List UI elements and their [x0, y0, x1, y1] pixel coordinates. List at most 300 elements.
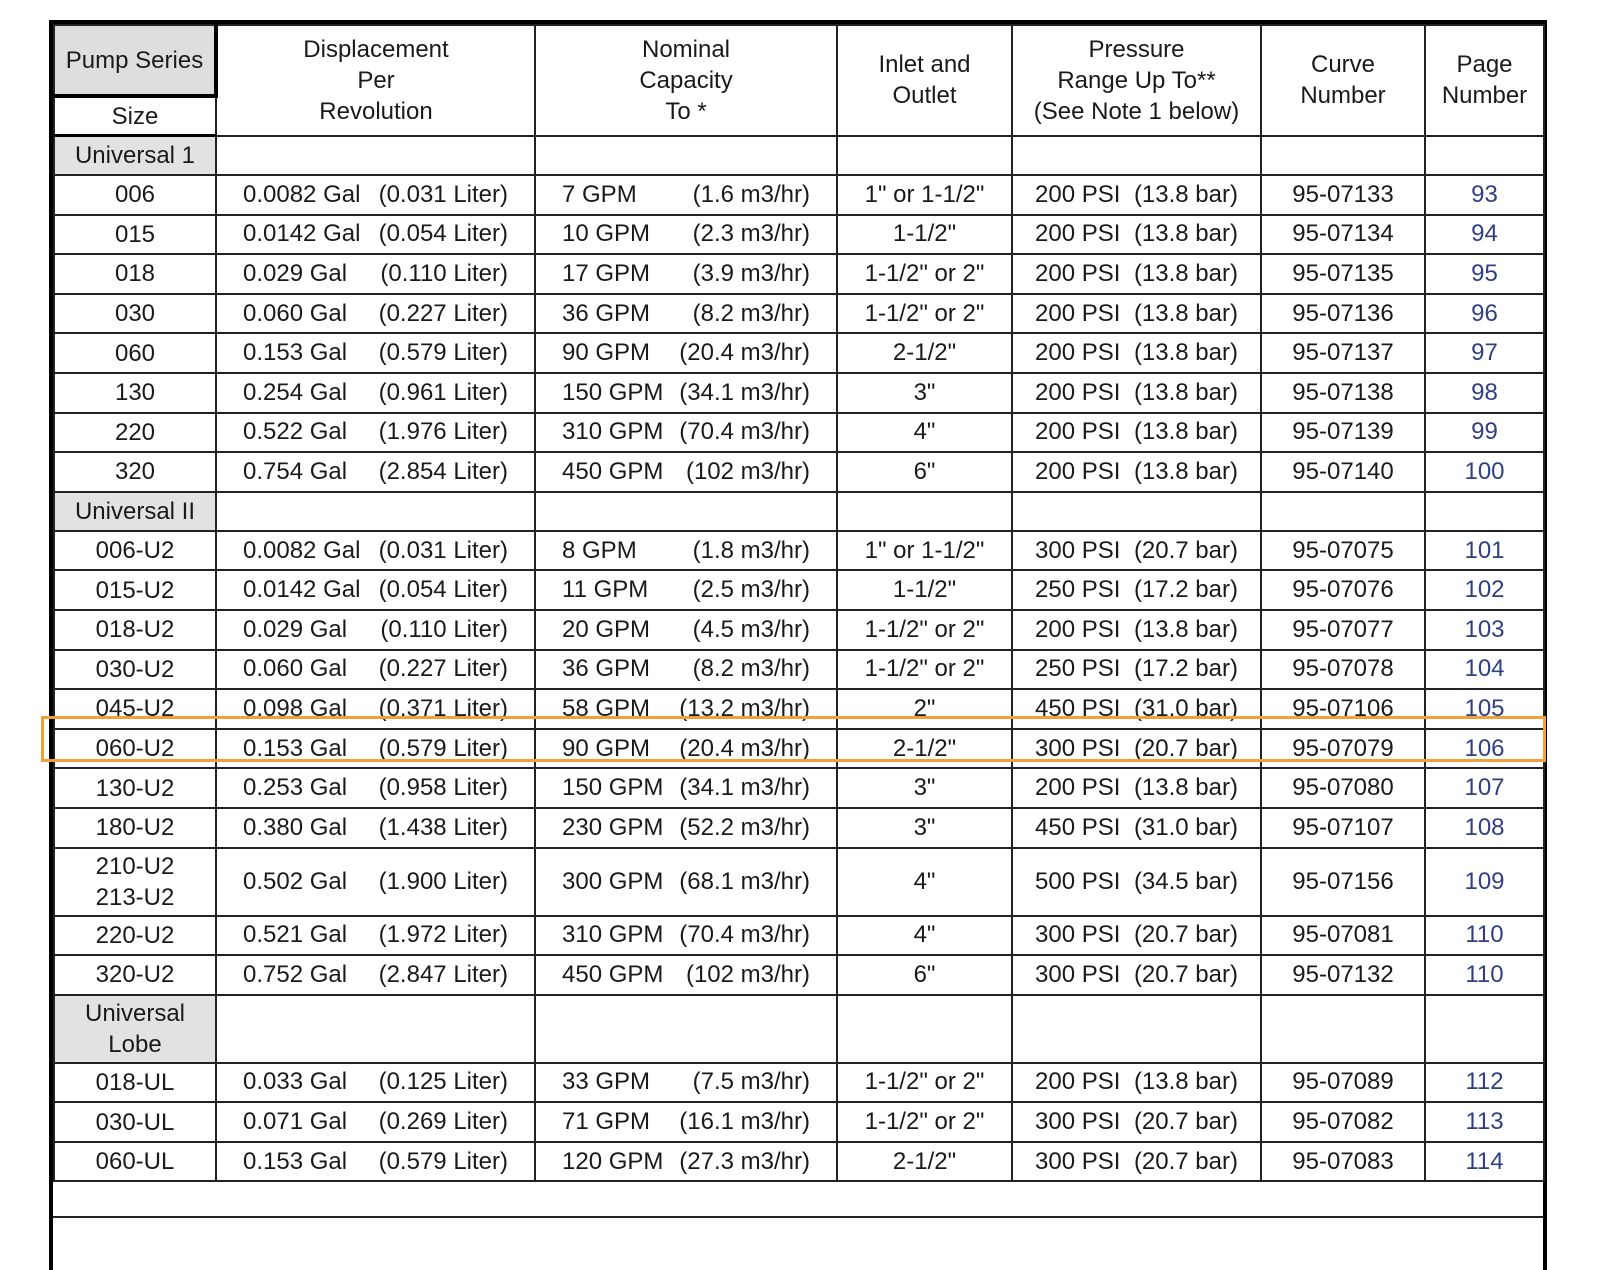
curve-number-cell: 95-07136: [1261, 294, 1425, 334]
inlet-outlet-cell: 3": [837, 768, 1012, 808]
bar-value: (13.8 bar): [1133, 259, 1238, 287]
size-cell: [54, 531, 216, 571]
size-cell: [54, 333, 216, 373]
psi-value: 500 PSI: [1035, 867, 1121, 895]
size-cell: [54, 1102, 216, 1142]
capacity-cell: [535, 1142, 837, 1182]
capacity-cell: [535, 729, 837, 769]
pressure-cell: [1012, 1063, 1261, 1103]
bar-value: (20.7 bar): [1133, 536, 1238, 564]
curve-number-cell: 95-07076: [1261, 570, 1425, 610]
inlet-outlet-cell: 1" or 1-1/2": [837, 175, 1012, 215]
psi-value: 300 PSI: [1035, 536, 1121, 564]
capacity-cell: [535, 215, 837, 255]
displacement-cell: [216, 916, 535, 956]
header-pump-series: Pump Series: [54, 25, 216, 96]
liters-value: (2.847 Liter): [378, 960, 508, 988]
bar-value: (20.7 bar): [1133, 1147, 1238, 1175]
inlet-outlet-cell: 1-1/2" or 2": [837, 650, 1012, 690]
displacement-cell: [216, 689, 535, 729]
gpm-value: 71 GPM: [562, 1108, 651, 1136]
bar-value: (13.8 bar): [1133, 180, 1238, 208]
table-row: [54, 254, 1544, 294]
size-cell: [54, 254, 216, 294]
bar-value: (34.5 bar): [1133, 867, 1238, 895]
psi-value: 200 PSI: [1035, 220, 1121, 248]
empty-cell: [1261, 492, 1425, 531]
table-row: [54, 916, 1544, 956]
pressure-cell: [1012, 452, 1261, 492]
inlet-outlet-cell: 1" or 1-1/2": [837, 531, 1012, 571]
capacity-cell: [535, 916, 837, 956]
curve-number-cell: 95-07107: [1261, 808, 1425, 848]
curve-number-cell: 95-07081: [1261, 916, 1425, 956]
psi-value: 300 PSI: [1035, 1147, 1121, 1175]
size-value: 130: [114, 379, 156, 407]
header-nominal-capacity: Nominal Capacity To *: [535, 25, 837, 136]
size-value: 210-U2: [95, 852, 175, 880]
displacement-cell: [216, 650, 535, 690]
m3-value: (70.4 m3/hr): [679, 418, 810, 446]
inlet-outlet-cell: 2-1/2": [837, 1142, 1012, 1182]
liters-value: (0.579 Liter): [378, 734, 508, 762]
size-cell: [54, 808, 216, 848]
size-value: 018-U2: [95, 616, 175, 644]
gpm-value: 450 GPM: [562, 960, 664, 988]
pressure-cell: [1012, 1142, 1261, 1182]
table-row: [54, 650, 1544, 690]
pressure-cell: [1012, 333, 1261, 373]
table-row: [54, 413, 1544, 453]
pressure-cell: [1012, 373, 1261, 413]
bar-value: (17.2 bar): [1133, 576, 1238, 604]
table-row: [54, 175, 1544, 215]
empty-cell: [837, 492, 1012, 531]
psi-value: 450 PSI: [1035, 813, 1121, 841]
gpm-value: 17 GPM: [562, 259, 651, 287]
gallons-value: 0.0142 Gal: [243, 220, 361, 248]
inlet-outlet-cell: 3": [837, 373, 1012, 413]
empty-cell: [216, 995, 535, 1063]
gpm-value: 11 GPM: [562, 576, 649, 604]
curve-number-cell: 95-07139: [1261, 413, 1425, 453]
m3-value: (68.1 m3/hr): [679, 867, 810, 895]
capacity-cell: [535, 452, 837, 492]
gpm-value: 450 GPM: [562, 457, 664, 485]
liters-value: (0.110 Liter): [380, 259, 508, 287]
psi-value: 200 PSI: [1035, 259, 1121, 287]
liters-value: (2.854 Liter): [378, 457, 508, 485]
m3-value: (3.9 m3/hr): [692, 259, 810, 287]
psi-value: 200 PSI: [1035, 299, 1121, 327]
size-cell: [54, 373, 216, 413]
inlet-outlet-cell: 2": [837, 689, 1012, 729]
gallons-value: 0.153 Gal: [243, 734, 348, 762]
table-row: [54, 808, 1544, 848]
liters-value: (0.031 Liter): [378, 536, 508, 564]
curve-number-cell: 95-07082: [1261, 1102, 1425, 1142]
series-label: Universal II: [54, 492, 216, 531]
size-cell: [54, 729, 216, 769]
psi-value: 300 PSI: [1035, 1108, 1121, 1136]
gallons-value: 0.521 Gal: [243, 921, 348, 949]
bar-value: (20.7 bar): [1133, 960, 1238, 988]
pressure-cell: [1012, 848, 1261, 916]
empty-cell: [1261, 995, 1425, 1063]
size-value: 220-U2: [95, 921, 175, 949]
gpm-value: 36 GPM: [562, 655, 651, 683]
pressure-cell: [1012, 808, 1261, 848]
gallons-value: 0.060 Gal: [243, 655, 348, 683]
page-number-link[interactable]: 99: [1425, 413, 1544, 453]
liters-value: (1.900 Liter): [378, 867, 508, 895]
liters-value: (1.438 Liter): [378, 813, 508, 841]
pressure-cell: [1012, 570, 1261, 610]
page-number-link[interactable]: 109: [1425, 848, 1544, 916]
bar-value: (13.8 bar): [1133, 457, 1238, 485]
m3-value: (20.4 m3/hr): [679, 339, 810, 367]
gpm-value: 120 GPM: [562, 1147, 664, 1175]
m3-value: (7.5 m3/hr): [692, 1068, 810, 1096]
liters-value: (1.972 Liter): [378, 921, 508, 949]
inlet-outlet-cell: 4": [837, 916, 1012, 956]
displacement-cell: [216, 294, 535, 334]
pressure-cell: [1012, 215, 1261, 255]
empty-cell: [1012, 995, 1261, 1063]
m3-value: (2.3 m3/hr): [692, 220, 810, 248]
displacement-cell: [216, 808, 535, 848]
size-value: 030-U2: [95, 655, 175, 683]
inlet-outlet-cell: 1-1/2" or 2": [837, 610, 1012, 650]
gpm-value: 230 GPM: [562, 813, 664, 841]
curve-number-cell: 95-07134: [1261, 215, 1425, 255]
curve-number-cell: 95-07140: [1261, 452, 1425, 492]
gpm-value: 7 GPM: [562, 180, 637, 208]
inlet-outlet-cell: 1-1/2" or 2": [837, 294, 1012, 334]
size-value: 006: [114, 181, 156, 209]
table-row: [54, 768, 1544, 808]
size-value: 180-U2: [95, 814, 175, 842]
size-value: 015: [114, 220, 156, 248]
page-number-link[interactable]: 113: [1425, 1102, 1544, 1142]
gallons-value: 0.380 Gal: [243, 813, 348, 841]
page-number-link[interactable]: 110: [1425, 916, 1544, 956]
page-number-link[interactable]: 101: [1425, 531, 1544, 571]
curve-number-cell: 95-07089: [1261, 1063, 1425, 1103]
series-row: [54, 492, 1544, 531]
displacement-cell: [216, 570, 535, 610]
liters-value: (0.579 Liter): [378, 1147, 508, 1175]
empty-cell: [535, 136, 837, 176]
empty-cell: [1012, 136, 1261, 176]
inlet-outlet-cell: 6": [837, 955, 1012, 995]
gallons-value: 0.029 Gal: [243, 259, 348, 287]
header-size: Size: [54, 96, 216, 136]
gallons-value: 0.0082 Gal: [243, 536, 361, 564]
table-row: [54, 373, 1544, 413]
m3-value: (20.4 m3/hr): [679, 734, 810, 762]
psi-value: 300 PSI: [1035, 960, 1121, 988]
psi-value: 200 PSI: [1035, 418, 1121, 446]
header-inlet-outlet: Inlet and Outlet: [837, 25, 1012, 136]
pressure-cell: [1012, 916, 1261, 956]
size-cell: [54, 1142, 216, 1182]
capacity-cell: [535, 294, 837, 334]
size-cell: [54, 570, 216, 610]
size-cell: [54, 955, 216, 995]
bar-value: (13.8 bar): [1133, 220, 1238, 248]
page-number-link[interactable]: 112: [1425, 1063, 1544, 1103]
page-number-link[interactable]: 97: [1425, 333, 1544, 373]
gallons-value: 0.153 Gal: [243, 1147, 348, 1175]
capacity-cell: [535, 689, 837, 729]
table-bottom-rule: [53, 1216, 1543, 1218]
page-number-link[interactable]: 105: [1425, 689, 1544, 729]
table-body: [54, 136, 1544, 1182]
series-row: [54, 136, 1544, 176]
page-number-link[interactable]: 94: [1425, 215, 1544, 255]
capacity-cell: [535, 610, 837, 650]
bar-value: (13.8 bar): [1133, 299, 1238, 327]
curve-number-cell: 95-07079: [1261, 729, 1425, 769]
liters-value: (0.579 Liter): [378, 339, 508, 367]
gallons-value: 0.071 Gal: [243, 1108, 348, 1136]
liters-value: (0.125 Liter): [378, 1068, 508, 1096]
page-number-link[interactable]: 104: [1425, 650, 1544, 690]
page-number-link[interactable]: 114: [1425, 1142, 1544, 1182]
displacement-cell: [216, 1102, 535, 1142]
gpm-value: 150 GPM: [562, 774, 664, 802]
page-number-link[interactable]: 110: [1425, 955, 1544, 995]
gpm-value: 58 GPM: [562, 694, 651, 722]
liters-value: (0.054 Liter): [378, 220, 508, 248]
m3-value: (102 m3/hr): [685, 960, 810, 988]
size-cell: [54, 848, 216, 916]
page-number-link[interactable]: 108: [1425, 808, 1544, 848]
size-value: 045-U2: [95, 695, 175, 723]
size-value: 320-U2: [95, 961, 175, 989]
gpm-value: 8 GPM: [562, 536, 637, 564]
page-number-link[interactable]: 95: [1425, 254, 1544, 294]
liters-value: (0.961 Liter): [378, 378, 508, 406]
gpm-value: 90 GPM: [562, 734, 651, 762]
m3-value: (34.1 m3/hr): [679, 378, 810, 406]
empty-cell: [837, 995, 1012, 1063]
capacity-cell: [535, 808, 837, 848]
table-row: [54, 1102, 1544, 1142]
empty-cell: [1425, 136, 1544, 176]
curve-number-cell: 95-07156: [1261, 848, 1425, 916]
empty-cell: [1261, 136, 1425, 176]
table-row: [54, 1142, 1544, 1182]
gallons-value: 0.153 Gal: [243, 339, 348, 367]
size-value: 060: [114, 339, 156, 367]
gpm-value: 10 GPM: [562, 220, 651, 248]
empty-cell: [837, 136, 1012, 176]
pressure-cell: [1012, 175, 1261, 215]
size-value: 030: [114, 300, 156, 328]
psi-value: 200 PSI: [1035, 1068, 1121, 1096]
capacity-cell: [535, 650, 837, 690]
header-pressure-range: Pressure Range Up To** (See Note 1 below): [1012, 25, 1261, 136]
capacity-cell: [535, 333, 837, 373]
capacity-cell: [535, 570, 837, 610]
psi-value: 200 PSI: [1035, 180, 1121, 208]
m3-value: (70.4 m3/hr): [679, 921, 810, 949]
pressure-cell: [1012, 729, 1261, 769]
displacement-cell: [216, 729, 535, 769]
pressure-cell: [1012, 294, 1261, 334]
psi-value: 300 PSI: [1035, 734, 1121, 762]
pressure-cell: [1012, 689, 1261, 729]
size-value: 006-U2: [95, 537, 175, 565]
size-value: 220: [114, 418, 156, 446]
pressure-cell: [1012, 610, 1261, 650]
inlet-outlet-cell: 1-1/2" or 2": [837, 254, 1012, 294]
size-cell: [54, 413, 216, 453]
table-row: [54, 570, 1544, 610]
m3-value: (102 m3/hr): [685, 457, 810, 485]
curve-number-cell: 95-07135: [1261, 254, 1425, 294]
gpm-value: 90 GPM: [562, 339, 651, 367]
page-number-link[interactable]: 103: [1425, 610, 1544, 650]
page-number-link[interactable]: 106: [1425, 729, 1544, 769]
table-row: [54, 294, 1544, 334]
capacity-cell: [535, 768, 837, 808]
curve-number-cell: 95-07137: [1261, 333, 1425, 373]
psi-value: 200 PSI: [1035, 615, 1121, 643]
gallons-value: 0.060 Gal: [243, 299, 348, 327]
size-cell: [54, 689, 216, 729]
bar-value: (13.8 bar): [1133, 774, 1238, 802]
curve-number-cell: 95-07133: [1261, 175, 1425, 215]
size-value: 015-U2: [95, 576, 175, 604]
empty-cell: [1425, 995, 1544, 1063]
gpm-value: 300 GPM: [562, 867, 664, 895]
liters-value: (0.054 Liter): [378, 576, 508, 604]
size-value: 130-U2: [95, 774, 175, 802]
gallons-value: 0.754 Gal: [243, 457, 348, 485]
curve-number-cell: 95-07132: [1261, 955, 1425, 995]
size-cell: [54, 215, 216, 255]
header-curve-number: Curve Number: [1261, 25, 1425, 136]
size-cell: [54, 768, 216, 808]
bar-value: (31.0 bar): [1133, 694, 1238, 722]
gpm-value: 20 GPM: [562, 615, 651, 643]
bar-value: (31.0 bar): [1133, 813, 1238, 841]
m3-value: (13.2 m3/hr): [679, 694, 810, 722]
table-row: [54, 689, 1544, 729]
empty-cell: [216, 136, 535, 176]
gallons-value: 0.254 Gal: [243, 378, 348, 406]
bar-value: (20.7 bar): [1133, 1108, 1238, 1136]
capacity-cell: [535, 1102, 837, 1142]
pressure-cell: [1012, 254, 1261, 294]
bar-value: (20.7 bar): [1133, 734, 1238, 762]
curve-number-cell: 95-07075: [1261, 531, 1425, 571]
bar-value: (13.8 bar): [1133, 1068, 1238, 1096]
empty-cell: [216, 492, 535, 531]
table-row: [54, 729, 1544, 769]
psi-value: 450 PSI: [1035, 694, 1121, 722]
displacement-cell: [216, 254, 535, 294]
curve-number-cell: 95-07138: [1261, 373, 1425, 413]
gpm-value: 310 GPM: [562, 418, 664, 446]
gallons-value: 0.522 Gal: [243, 418, 348, 446]
pressure-cell: [1012, 413, 1261, 453]
page-number-link[interactable]: 102: [1425, 570, 1544, 610]
inlet-outlet-cell: 4": [837, 848, 1012, 916]
pressure-cell: [1012, 650, 1261, 690]
size-value: 018-UL: [95, 1068, 175, 1096]
m3-value: (8.2 m3/hr): [692, 299, 810, 327]
liters-value: (0.031 Liter): [378, 180, 508, 208]
size-value: 213-U2: [95, 883, 175, 911]
table-row: [54, 215, 1544, 255]
psi-value: 200 PSI: [1035, 774, 1121, 802]
displacement-cell: [216, 768, 535, 808]
page-number-link[interactable]: 98: [1425, 373, 1544, 413]
pump-spec-table: [53, 24, 1545, 1182]
gpm-value: 150 GPM: [562, 378, 664, 406]
table-row: [54, 955, 1544, 995]
page-number-link[interactable]: 107: [1425, 768, 1544, 808]
empty-cell: [535, 492, 837, 531]
page-number-link[interactable]: 100: [1425, 452, 1544, 492]
gallons-value: 0.0142 Gal: [243, 576, 361, 604]
m3-value: (27.3 m3/hr): [679, 1147, 810, 1175]
table-row: [54, 610, 1544, 650]
psi-value: 300 PSI: [1035, 921, 1121, 949]
displacement-cell: [216, 413, 535, 453]
header-page-number: Page Number: [1425, 25, 1544, 136]
size-cell: [54, 916, 216, 956]
gallons-value: 0.0082 Gal: [243, 180, 361, 208]
empty-cell: [1012, 492, 1261, 531]
table-row: [54, 452, 1544, 492]
capacity-cell: [535, 413, 837, 453]
curve-number-cell: 95-07083: [1261, 1142, 1425, 1182]
series-label: Universal Lobe: [54, 995, 216, 1063]
empty-cell: [1425, 492, 1544, 531]
m3-value: (4.5 m3/hr): [692, 615, 810, 643]
gallons-value: 0.098 Gal: [243, 694, 348, 722]
liters-value: (0.958 Liter): [378, 774, 508, 802]
displacement-cell: [216, 848, 535, 916]
header-displacement: Displacement Per Revolution: [216, 25, 535, 136]
size-cell: [54, 175, 216, 215]
capacity-cell: [535, 848, 837, 916]
bar-value: (13.8 bar): [1133, 418, 1238, 446]
size-cell: [54, 1063, 216, 1103]
m3-value: (8.2 m3/hr): [692, 655, 810, 683]
m3-value: (16.1 m3/hr): [679, 1108, 810, 1136]
capacity-cell: [535, 254, 837, 294]
size-value: 030-UL: [95, 1108, 175, 1136]
displacement-cell: [216, 373, 535, 413]
page-number-link[interactable]: 93: [1425, 175, 1544, 215]
series-label: Universal 1: [54, 136, 216, 176]
size-cell: [54, 650, 216, 690]
table-row: [54, 848, 1544, 916]
displacement-cell: [216, 1142, 535, 1182]
bar-value: (20.7 bar): [1133, 921, 1238, 949]
displacement-cell: [216, 215, 535, 255]
m3-value: (52.2 m3/hr): [679, 813, 810, 841]
page-number-link[interactable]: 96: [1425, 294, 1544, 334]
size-value: 018: [114, 260, 156, 288]
psi-value: 250 PSI: [1035, 576, 1121, 604]
